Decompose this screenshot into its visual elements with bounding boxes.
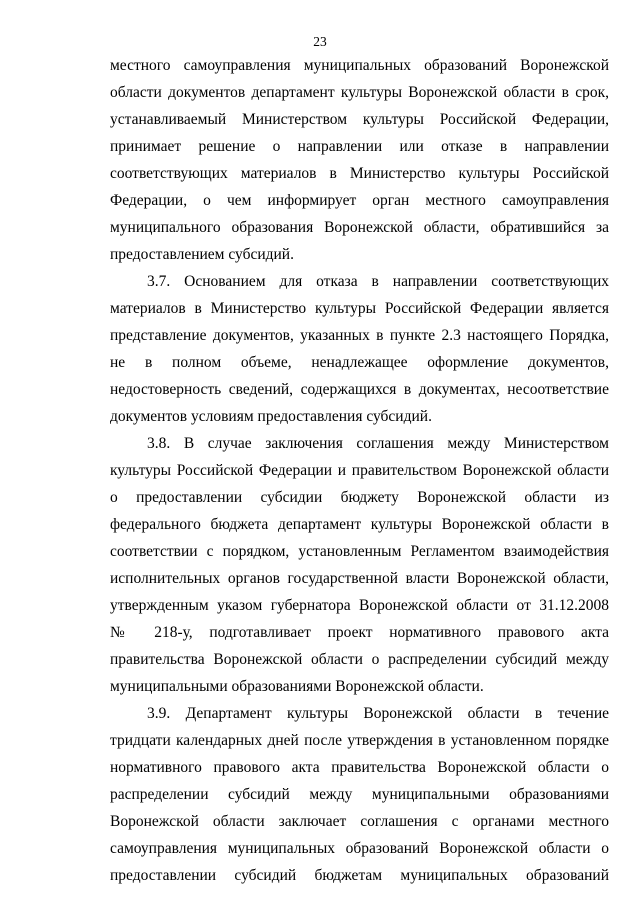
page-number: 23 <box>313 34 327 49</box>
text-line: о предоставлении субсидии бюджету Воронежской области из <box>110 489 609 506</box>
text-line: Воронежской области заключает соглашения с органами местного <box>110 813 609 830</box>
paragraph-3-7-first-line: 3.7. Основанием для отказа в направлении соответствующих <box>147 273 609 290</box>
text-line: соответствии с порядком, установленным Регламентом взаимодействия <box>110 543 609 560</box>
text-line: муниципальными образованиями Воронежской области. <box>110 678 484 695</box>
text-line: принимает решение о направлении или отказе в направлении <box>110 138 609 155</box>
text-line: не в полном объеме, ненадлежащее оформление документов, <box>110 354 609 371</box>
text-line: местного самоуправления муниципальных образований Воронежской <box>110 57 609 74</box>
text-line: правительства Воронежской области о распределении субсидий между <box>110 651 609 668</box>
text-line: самоуправления муниципальных образований Воронежской области о <box>110 840 609 857</box>
text-line: материалов в Министерство культуры Российской Федерации является <box>110 300 609 317</box>
text-line: исполнительных органов государственной власти Воронежской области, <box>110 570 609 587</box>
text-line: документов условиям предоставления субсидий. <box>110 408 432 425</box>
text-line: распределении субсидий между муниципальными образованиями <box>110 786 609 803</box>
text-line: предоставлением субсидий. <box>110 246 294 263</box>
paragraph-3-8-first-line: 3.8. В случае заключения соглашения между Министерством <box>147 435 609 452</box>
text-line: культуры Российской Федерации и правительством Воронежской области <box>110 462 609 479</box>
text-line: тридцати календарных дней после утверждения в установленном порядке <box>110 732 609 749</box>
text-line: № 218-у, подготавливает проект нормативного правового акта <box>110 624 609 641</box>
text-line: федерального бюджета департамент культуры Воронежской области в <box>110 516 609 533</box>
text-line: предоставлении субсидий бюджетам муниципальных образований <box>110 867 609 884</box>
text-line: устанавливаемый Министерством культуры Российской Федерации, <box>110 111 609 128</box>
paragraph-3-9-first-line: 3.9. Департамент культуры Воронежской области в течение <box>147 705 609 722</box>
text-line: области документов департамент культуры Воронежской области в срок, <box>110 84 609 101</box>
text-line: представление документов, указанных в пункте 2.3 настоящего Порядка, <box>110 327 609 344</box>
text-line: Федерации, о чем информирует орган местного самоуправления <box>110 192 609 209</box>
text-line: нормативного правового акта правительства Воронежской области о <box>110 759 609 776</box>
text-line: недостоверность сведений, содержащихся в документах, несоответствие <box>110 381 609 398</box>
text-line: утвержденным указом губернатора Воронежской области от 31.12.2008 <box>110 597 609 614</box>
text-line: муниципального образования Воронежской области, обратившийся за <box>110 219 609 236</box>
text-line: соответствующих материалов в Министерство культуры Российской <box>110 165 609 182</box>
